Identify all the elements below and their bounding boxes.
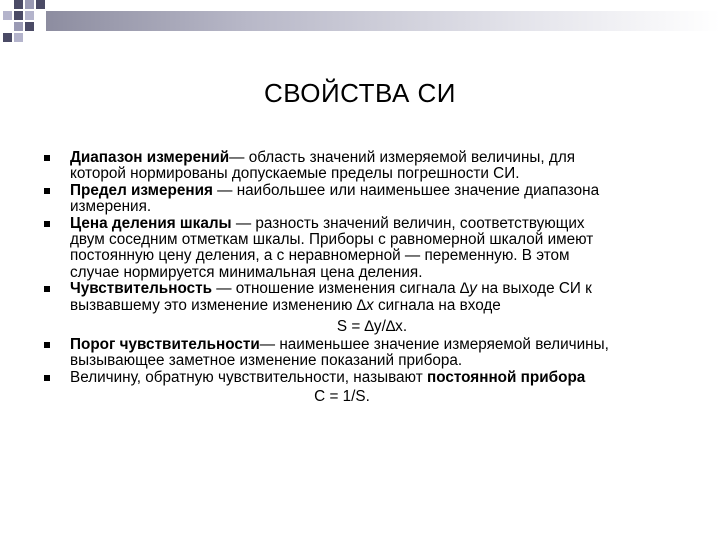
symbol: ∆y	[459, 280, 477, 298]
definition: — разность значений величин, соответствующих двум соседним отметкам шкалы. Приборы с равномерной шкалой имеют постоянную цену деления, а с неравномерной — переменную. В этом случае нормируется минимальная цена деления.	[70, 214, 594, 281]
definition: — отношение изменения сигнала	[212, 280, 460, 298]
decor-square	[3, 33, 12, 42]
decor-square	[14, 11, 23, 20]
symbol: ∆x	[356, 296, 374, 314]
formula: С = 1/S.	[314, 388, 370, 406]
decor-square	[36, 0, 45, 9]
bullet-icon	[44, 221, 50, 227]
decor-square	[3, 11, 12, 20]
definition: — область значений измеряемой величины, для которой нормированы допускаемые пределы погрешности СИ.	[70, 149, 576, 183]
bullet-icon	[44, 188, 50, 194]
list-item	[44, 216, 614, 282]
page-title: СВОЙСТВА СИ	[264, 78, 456, 108]
term: Предел измерения	[70, 181, 213, 199]
header-decoration	[0, 0, 720, 50]
term: Цена деления шкалы	[70, 214, 232, 232]
definition: — наименьшее значение измеряемой величины, вызывающее заметное изменение показаний прибора.	[70, 336, 609, 370]
bullet-icon	[44, 286, 50, 292]
decor-square	[14, 0, 23, 9]
bullet-icon	[44, 155, 50, 161]
decor-square	[14, 22, 23, 31]
list-item	[44, 150, 614, 183]
definition: Величину, обратную чувствительности, называют	[70, 368, 427, 386]
list-item	[44, 370, 614, 405]
decor-square	[25, 0, 34, 9]
list-item	[44, 337, 614, 370]
properties-list	[44, 150, 614, 405]
bullet-icon	[44, 375, 50, 381]
definition: — наибольшее или наименьшее значение диапазона измерения.	[70, 181, 600, 216]
term: Чувствительность	[70, 280, 212, 298]
term: постоянной прибора	[426, 368, 586, 386]
header-gradient-bar	[46, 11, 720, 31]
term: Диапазон измерений	[70, 149, 230, 166]
list-item	[44, 281, 614, 337]
decor-square	[25, 22, 34, 31]
formula: S = ∆y/∆x.	[336, 318, 408, 336]
decor-square	[14, 33, 23, 42]
bullet-icon	[44, 342, 50, 348]
term: Порог чувствительности	[70, 336, 260, 354]
definition: на выходе СИ к вызвавшему это изменение изменению	[70, 280, 592, 314]
definition: сигнала на входе	[373, 296, 501, 314]
decor-square	[25, 11, 34, 20]
list-item	[44, 183, 614, 216]
